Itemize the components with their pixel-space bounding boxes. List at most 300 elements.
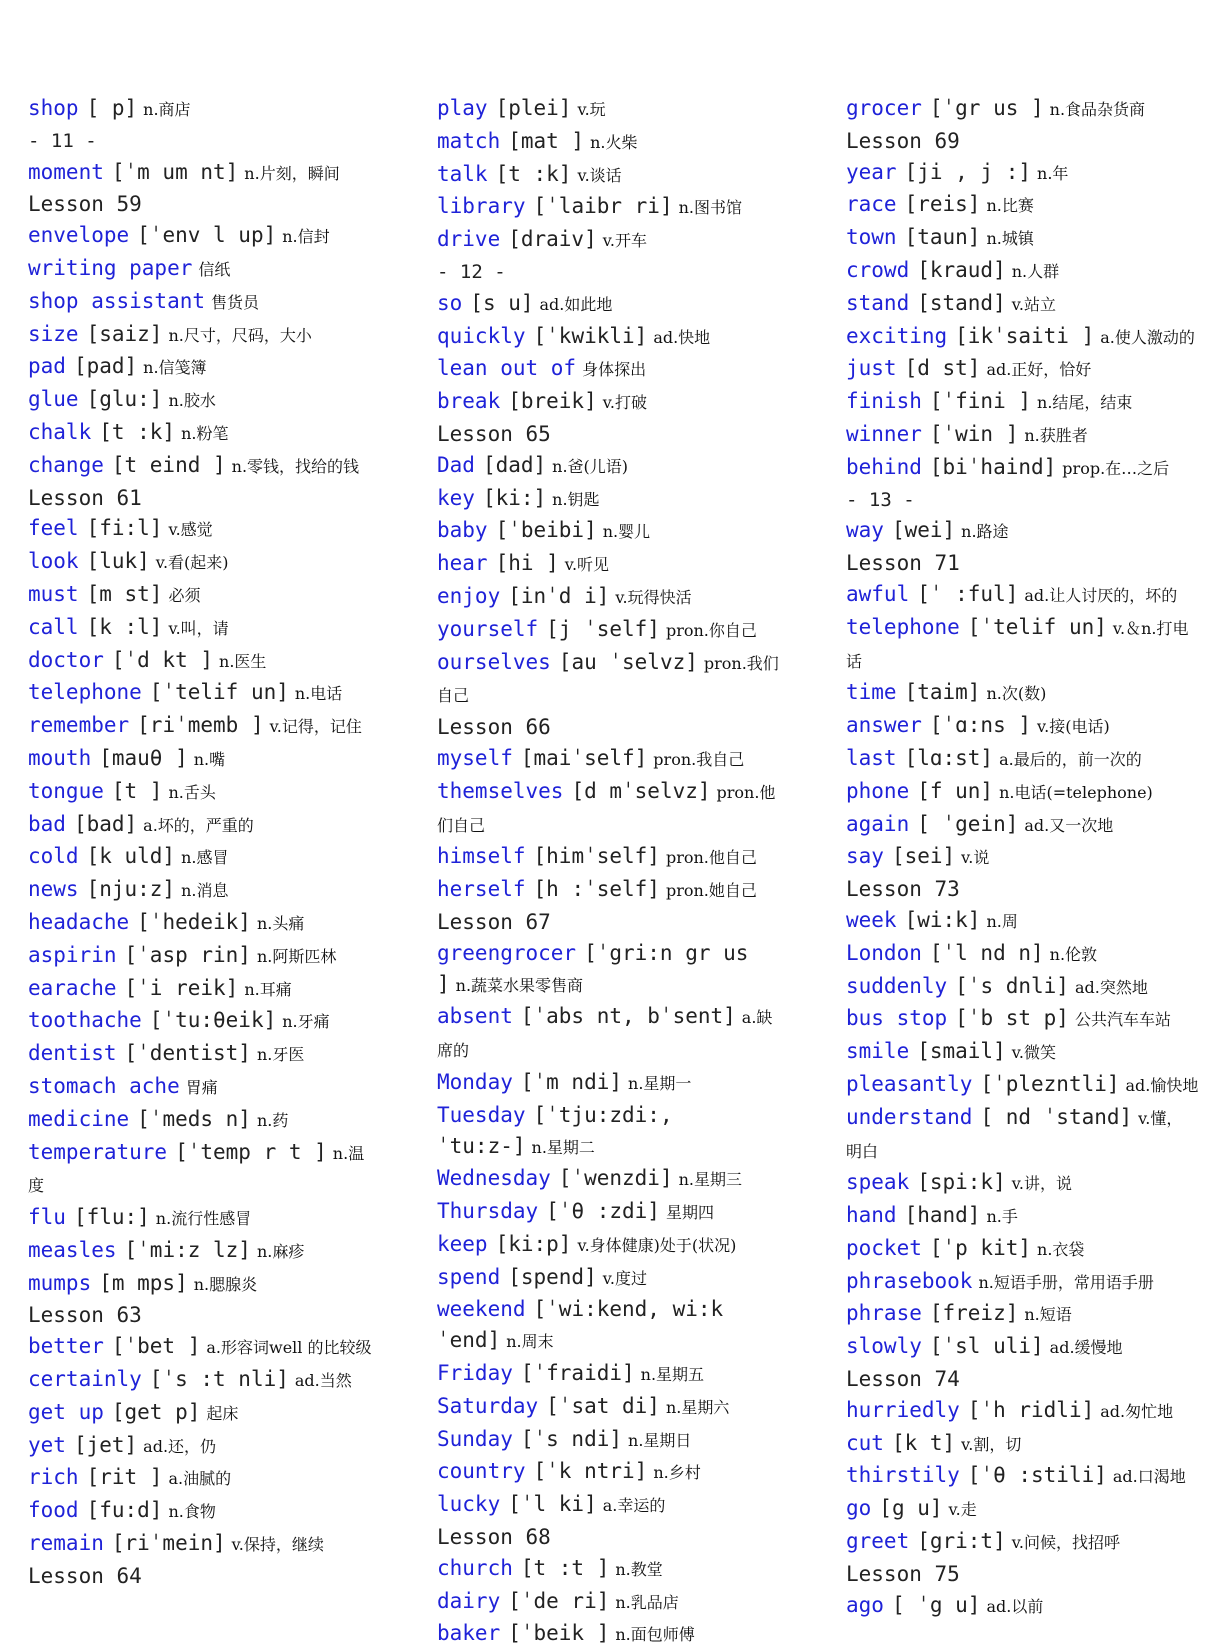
vocab-entry [28,907,378,940]
entry-word: talk [437,161,488,186]
entry-phonetic: [luk] [86,549,150,574]
entry-phonetic: [ ˈg u] [891,1592,981,1617]
entry-phonetic: [ˈtu:θeik] [149,1008,277,1033]
entry-definition: pron.我们自己 [437,653,779,706]
entry-phonetic: [flu:] [73,1205,150,1230]
vocab-entry [28,1364,378,1397]
entry-word: understand [846,1104,973,1129]
vocab-entry [437,776,787,842]
vocab-entry [846,157,1196,190]
entry-word: year [846,159,897,184]
entry-word: winner [846,421,922,446]
entry-definition: n.感冒 [181,848,229,868]
vocab-entry [28,1202,378,1235]
entry-phonetic: [nju:z] [86,877,176,902]
vocab-entry [28,157,378,190]
entry-phonetic: [riˈmein] [111,1531,226,1556]
entry-word: week [846,907,897,932]
vocab-entry [846,579,1196,612]
vocab-entry [28,220,378,253]
vocab-entry [846,1298,1196,1331]
entry-definition: ad.让人讨厌的，坏的 [1024,585,1178,605]
entry-definition: ad.又一次地 [1024,815,1114,835]
entry-definition: a.幸运的 [602,1496,666,1516]
page-number: - 13 - [846,488,915,511]
entry-definition: n.结尾，结束 [1037,393,1133,413]
entry-definition: 星期四 [665,1203,714,1223]
entry-word: enjoy [437,583,501,608]
entry-word: hurriedly [846,1397,960,1422]
entry-word: cold [28,844,79,869]
entry-word: greengrocer [437,940,577,965]
entry-word: church [437,1555,513,1580]
vocab-entry [437,191,787,224]
vocab-entry [28,384,378,417]
entry-phonetic: [wi:k] [904,907,981,932]
entry-definition: n.蔬菜水果零售商 [455,975,584,995]
entry-definition: n.头痛 [256,913,305,933]
entry-phonetic: [ˈabs nt, bˈsent] [520,1004,736,1029]
entry-definition: n.消息 [181,881,229,901]
entry-phonetic: [k t] [891,1430,956,1455]
entry-phonetic: [inˈd i] [508,583,610,608]
entry-word: change [28,452,104,477]
entry-definition: n.食品杂货商 [1049,100,1146,119]
entry-word: slowly [846,1334,922,1359]
vocab-entry [437,1618,787,1651]
entry-phonetic: [mat ] [508,128,585,153]
entry-phonetic: [ˈhedeik] [137,909,251,934]
entry-word: play [437,96,488,120]
entry-word: feel [28,516,79,541]
entry-definition: prop.在…之后 [1062,458,1170,478]
entry-phonetic: [ˈθ :zdi] [546,1199,660,1224]
vocab-entry [437,386,787,419]
entry-phonetic: [ˈgri:n gr us ] [437,940,749,996]
vocab-entry [846,776,1196,809]
entry-definition: n.耳痛 [244,979,292,999]
entry-definition: a.坏的，严重的 [143,815,254,835]
entry-phonetic: [ˈbet ] [111,1334,201,1359]
vocab-entry [846,1167,1196,1200]
entry-definition: n.腮腺炎 [193,1274,258,1294]
entry-definition: n.药 [256,1110,289,1130]
entry-definition: n.星期三 [678,1170,742,1190]
entry-definition: n.周 [986,911,1018,931]
entry-definition: n.获胜者 [1024,425,1088,445]
vocab-entry [846,353,1196,386]
entry-definition: pron.我自己 [653,749,745,769]
entry-word: town [846,225,897,250]
entry-phonetic: [ ˈgein] [917,811,1019,836]
entry-phonetic: [ˈθ :stili] [967,1463,1107,1488]
vocab-entry [28,612,378,645]
vocab-entry [846,1102,1196,1168]
lesson-heading: Lesson 71 [846,551,960,576]
entry-definition: n.伦敦 [1049,944,1098,964]
entry-definition: n.食物 [168,1502,216,1522]
vocab-entry [437,1163,787,1196]
vocab-entry [437,353,787,386]
vocab-entry [846,1590,1196,1623]
vocab-entry [437,1456,787,1489]
entry-definition: n.星期六 [665,1397,730,1417]
entry-word: quickly [437,323,526,348]
entry-word: bus stop [846,1006,948,1031]
entry-phonetic: [breik] [508,389,597,414]
lesson-heading: Lesson 74 [846,1367,960,1392]
entry-phonetic: [ˈbeik ] [508,1621,610,1646]
entry-phonetic: [ˈmeds n] [137,1106,251,1131]
vocab-entry [846,612,1196,678]
entry-phonetic: [draiv] [508,227,597,252]
entry-word: ourselves [437,649,551,674]
entry-phonetic: [hi ] [495,551,559,576]
entry-definition: n.路途 [961,522,1009,542]
vocab-entry [437,581,787,614]
vocab-entry [28,677,378,710]
vocab-entry [437,1553,787,1586]
entry-word: time [846,680,897,705]
entry-word: spend [437,1264,501,1289]
entry-phonetic: [ p] [86,96,138,120]
vocab-entry [28,710,378,743]
lesson-heading: Lesson 61 [28,485,142,510]
entry-definition: n.舌头 [168,782,216,802]
entry-phonetic: [m mps] [99,1270,188,1295]
entry-definition: v.身体健康)处于(状况) [577,1235,737,1255]
entry-word: temperature [28,1139,168,1164]
entry-definition: v.开车 [602,231,647,251]
vocab-entry [437,647,787,713]
vocab-entry [846,905,1196,938]
entry-word: shop assistant [28,288,206,313]
entry-phonetic: [k uld] [86,844,176,869]
entry-phonetic: [h :ˈself] [533,877,660,902]
entry-definition: n.温度 [28,1143,365,1196]
entry-definition: n.教堂 [615,1559,663,1579]
vocab-entry [437,1586,787,1619]
entry-word: doctor [28,647,104,672]
entry-definition: n.周末 [506,1332,554,1352]
entry-word: hear [437,551,488,576]
vocab-entry [28,1331,378,1364]
vocab-entry [437,93,787,126]
entry-phonetic: [jet] [73,1432,138,1457]
entry-word: himself [437,844,526,869]
entry-definition: n.爸(儿语) [552,456,629,476]
entry-word: shop [28,96,79,120]
entry-definition: n.衣袋 [1037,1239,1085,1259]
entry-phonetic: [ˈk ntri] [533,1459,648,1484]
entry-definition: n.城镇 [986,229,1034,249]
entry-definition: n.阿斯匹林 [256,946,337,966]
entry-word: Sunday [437,1426,513,1451]
entry-word: behind [846,454,922,479]
vocab-entry [846,386,1196,419]
entry-phonetic: [ˈbeibi] [495,518,597,543]
entry-word: moment [28,159,104,184]
entry-phonetic: [ˈplezntli] [980,1071,1120,1096]
entry-definition: 身体探出 [582,360,647,380]
entry-word: London [846,940,922,965]
vocab-entry [846,93,1196,126]
entry-phonetic: [ki:] [482,485,547,510]
vocab-entry [437,1196,787,1229]
entry-definition: v.玩得快活 [615,587,692,607]
entry-phonetic: [bad] [73,811,138,836]
vocab-entry [846,938,1196,971]
entry-word: mumps [28,1270,92,1295]
entry-phonetic: [get p] [111,1399,201,1424]
entry-definition: n.钥匙 [552,489,600,509]
entry-word: library [437,194,526,219]
vocab-column-3 [846,93,1199,1622]
vocab-entry [437,1294,787,1358]
vocab-entry [28,1397,378,1430]
entry-phonetic: [riˈmemb ] [137,713,264,738]
entry-word: look [28,549,79,574]
vocab-entry [846,1331,1196,1364]
vocab-entry [437,321,787,354]
vocab-entry [28,645,378,678]
vocab-entry [28,417,378,450]
entry-definition: n.嘴 [193,749,226,769]
lesson-heading: Lesson 73 [846,877,960,902]
entry-phonetic: [f un] [917,778,994,803]
entry-word: last [846,745,897,770]
vocab-entry [437,1100,787,1164]
vocab-entry [846,1526,1196,1559]
entry-word: Tuesday [437,1102,526,1127]
entry-phonetic: [ˈfraidi] [520,1361,635,1386]
entry-word: phrase [846,1301,922,1326]
entry-word: yourself [437,616,539,641]
entry-word: speak [846,1170,910,1195]
entry-word: medicine [28,1106,130,1131]
entry-word: say [846,844,884,869]
entry-phonetic: [fi:l] [86,516,163,541]
entry-definition: ad.以前 [986,1596,1044,1616]
vocab-entry [28,940,378,973]
entry-phonetic: [d st] [904,356,981,381]
vocab-entry [846,1200,1196,1233]
entry-phonetic: [ˈsl uli] [929,1334,1044,1359]
entry-word: call [28,614,79,639]
entry-definition: a.油腻的 [168,1469,232,1489]
entry-word: glue [28,387,79,412]
vocab-entry [846,1460,1196,1493]
entry-definition: v.割，切 [961,1434,1022,1454]
vocab-entry [437,224,787,257]
vocab-entry [437,1424,787,1457]
entry-word: grocer [846,96,922,120]
entry-definition: v.懂，明白 [846,1108,1183,1161]
entry-word: suddenly [846,973,948,998]
entry-word: just [846,356,897,381]
lesson-heading: Lesson 68 [437,1525,551,1550]
entry-phonetic: [ki:p] [495,1231,572,1256]
vocab-entry [846,677,1196,710]
vocab-entry [846,1233,1196,1266]
entry-phonetic: [d mˈselvz] [571,778,711,803]
entry-word: better [28,1334,104,1359]
entry-phonetic: [ nd ˈstand] [980,1104,1133,1129]
entry-phonetic: [plei] [495,96,572,120]
vocab-entry [846,1428,1196,1461]
entry-phonetic: [t :t ] [520,1555,610,1580]
vocab-entry [437,1489,787,1522]
entry-phonetic: [ˈtelif un] [967,614,1107,639]
entry-word: herself [437,877,526,902]
entry-phonetic: [ˈwi:kend, wi:kˈend] [437,1297,724,1353]
entry-word: dentist [28,1041,117,1066]
entry-word: toothache [28,1008,142,1033]
entry-definition: n.图书馆 [678,198,742,218]
entry-definition: n.商店 [143,100,191,119]
entry-word: flu [28,1205,66,1230]
entry-word: rich [28,1465,79,1490]
entry-definition: n.面包师傅 [615,1625,695,1645]
entry-phonetic: [k :l] [86,614,163,639]
entry-phonetic: [ˈde ri] [508,1588,610,1613]
entry-definition: n.星期二 [531,1137,595,1157]
entry-word: thirstily [846,1463,960,1488]
entry-word: pocket [846,1235,922,1260]
lesson-heading: Lesson 67 [437,909,551,934]
entry-phonetic: [ˈp kit] [929,1235,1032,1260]
entry-definition: n.信封 [282,227,330,247]
vocab-entry [28,513,378,546]
entry-phonetic: [t eind ] [111,452,226,477]
entry-word: headache [28,909,130,934]
entry-definition: 信纸 [198,259,231,279]
lesson-heading: Lesson 59 [28,192,142,217]
entry-definition: n.次(数) [986,684,1047,704]
vocab-entry [846,1069,1199,1102]
vocab-entry [846,1003,1196,1036]
entry-definition: n.年 [1037,163,1069,183]
entry-definition: n.火柴 [590,132,638,152]
entry-phonetic: [ˈwenzdi] [558,1166,673,1191]
entry-word: remember [28,713,130,738]
vocab-entry [28,1071,378,1104]
entry-phonetic: [j ˈself] [546,616,660,641]
entry-definition: n.片刻，瞬间 [244,163,340,183]
entry-phonetic: [fu:d] [86,1498,163,1523]
entry-phonetic: [ˈtju:zdi:, ˈtu:z-] [437,1102,673,1158]
vocab-entry [28,743,378,776]
vocab-entry [28,351,378,384]
entry-definition: n.人群 [1011,261,1060,281]
vocab-entry [437,548,787,581]
entry-definition: ad.当然 [294,1371,352,1391]
vocab-entry [437,1391,787,1424]
entry-phonetic: [g u] [879,1496,943,1521]
entry-word: writing paper [28,255,193,280]
entry-definition: pron.她自己 [665,881,757,901]
vocab-entry [437,1067,787,1100]
entry-word: way [846,518,884,543]
entry-definition: ad.还，仍 [143,1436,217,1456]
vocab-entry [437,938,787,1002]
vocab-entry [28,1005,378,1038]
vocab-entry [437,1262,787,1295]
vocab-entry [28,319,378,352]
entry-phonetic: [sei] [891,844,956,869]
entry-phonetic: [ˈs :t nli] [149,1367,289,1392]
entry-definition: ad.口渴地 [1112,1467,1186,1487]
vocab-entry [846,255,1196,288]
entry-definition: n.医生 [219,651,267,671]
entry-definition: 胃痛 [185,1077,218,1097]
vocab-entry [846,1395,1196,1428]
entry-phonetic: [ˈwin ] [929,421,1019,446]
vocab-entry [846,189,1196,222]
entry-phonetic: [biˈhaind] [929,454,1057,479]
entry-word: pad [28,354,66,379]
entry-definition: n.星期一 [628,1073,692,1093]
entry-phonetic: [ˈh ridli] [967,1397,1095,1422]
entry-word: country [437,1459,526,1484]
vocab-entry [437,450,787,483]
vocab-entry [437,874,787,907]
entry-definition: ad.快地 [653,327,711,347]
entry-definition: v.感觉 [168,520,213,540]
entry-word: myself [437,745,513,770]
lesson-heading: Lesson 65 [437,421,551,446]
entry-phonetic: [t ] [111,778,163,803]
entry-word: telephone [28,680,142,705]
entry-phonetic: [t :k] [99,419,176,444]
vocab-entry [28,809,378,842]
vocab-entry [28,1104,378,1137]
entry-word: phrasebook [846,1268,973,1293]
entry-phonetic: [stand] [917,290,1006,315]
entry-word: break [437,389,501,414]
entry-phonetic: [s u] [470,290,534,315]
entry-definition: pron.他们自己 [437,782,776,835]
vocab-entry [846,419,1196,452]
entry-definition: pron.你自己 [665,620,757,640]
page-number: - 12 - [437,260,506,283]
entry-word: awful [846,581,910,606]
entry-phonetic: [ˈmi:z lz] [124,1237,251,1262]
entry-definition: v.打破 [602,393,647,413]
vocab-entry [28,93,378,126]
entry-phonetic: [ˈsat di] [546,1393,660,1418]
entry-phonetic: [ˈtemp r t ] [175,1139,327,1164]
entry-phonetic: [ˈasp rin] [124,942,251,967]
entry-word: drive [437,227,501,252]
vocab-entry [846,710,1196,743]
entry-definition: v.玩 [577,100,606,119]
entry-definition: v.叫，请 [168,618,229,638]
entry-definition: ad.愉快地 [1125,1075,1199,1095]
entry-definition: n.尺寸，尺码，大小 [168,325,312,345]
entry-definition: v.记得，记住 [269,717,362,737]
entry-phonetic: [m st] [86,581,163,606]
entry-phonetic: [reis] [904,192,981,217]
entry-word: tongue [28,778,104,803]
entry-definition: v.度过 [602,1268,647,1288]
entry-word: chalk [28,419,92,444]
entry-word: baby [437,518,488,543]
entry-word: phone [846,778,910,803]
entry-definition: n.牙医 [256,1045,305,1065]
entry-definition: v.看(起来) [155,553,229,573]
entry-definition: n.胶水 [168,391,216,411]
